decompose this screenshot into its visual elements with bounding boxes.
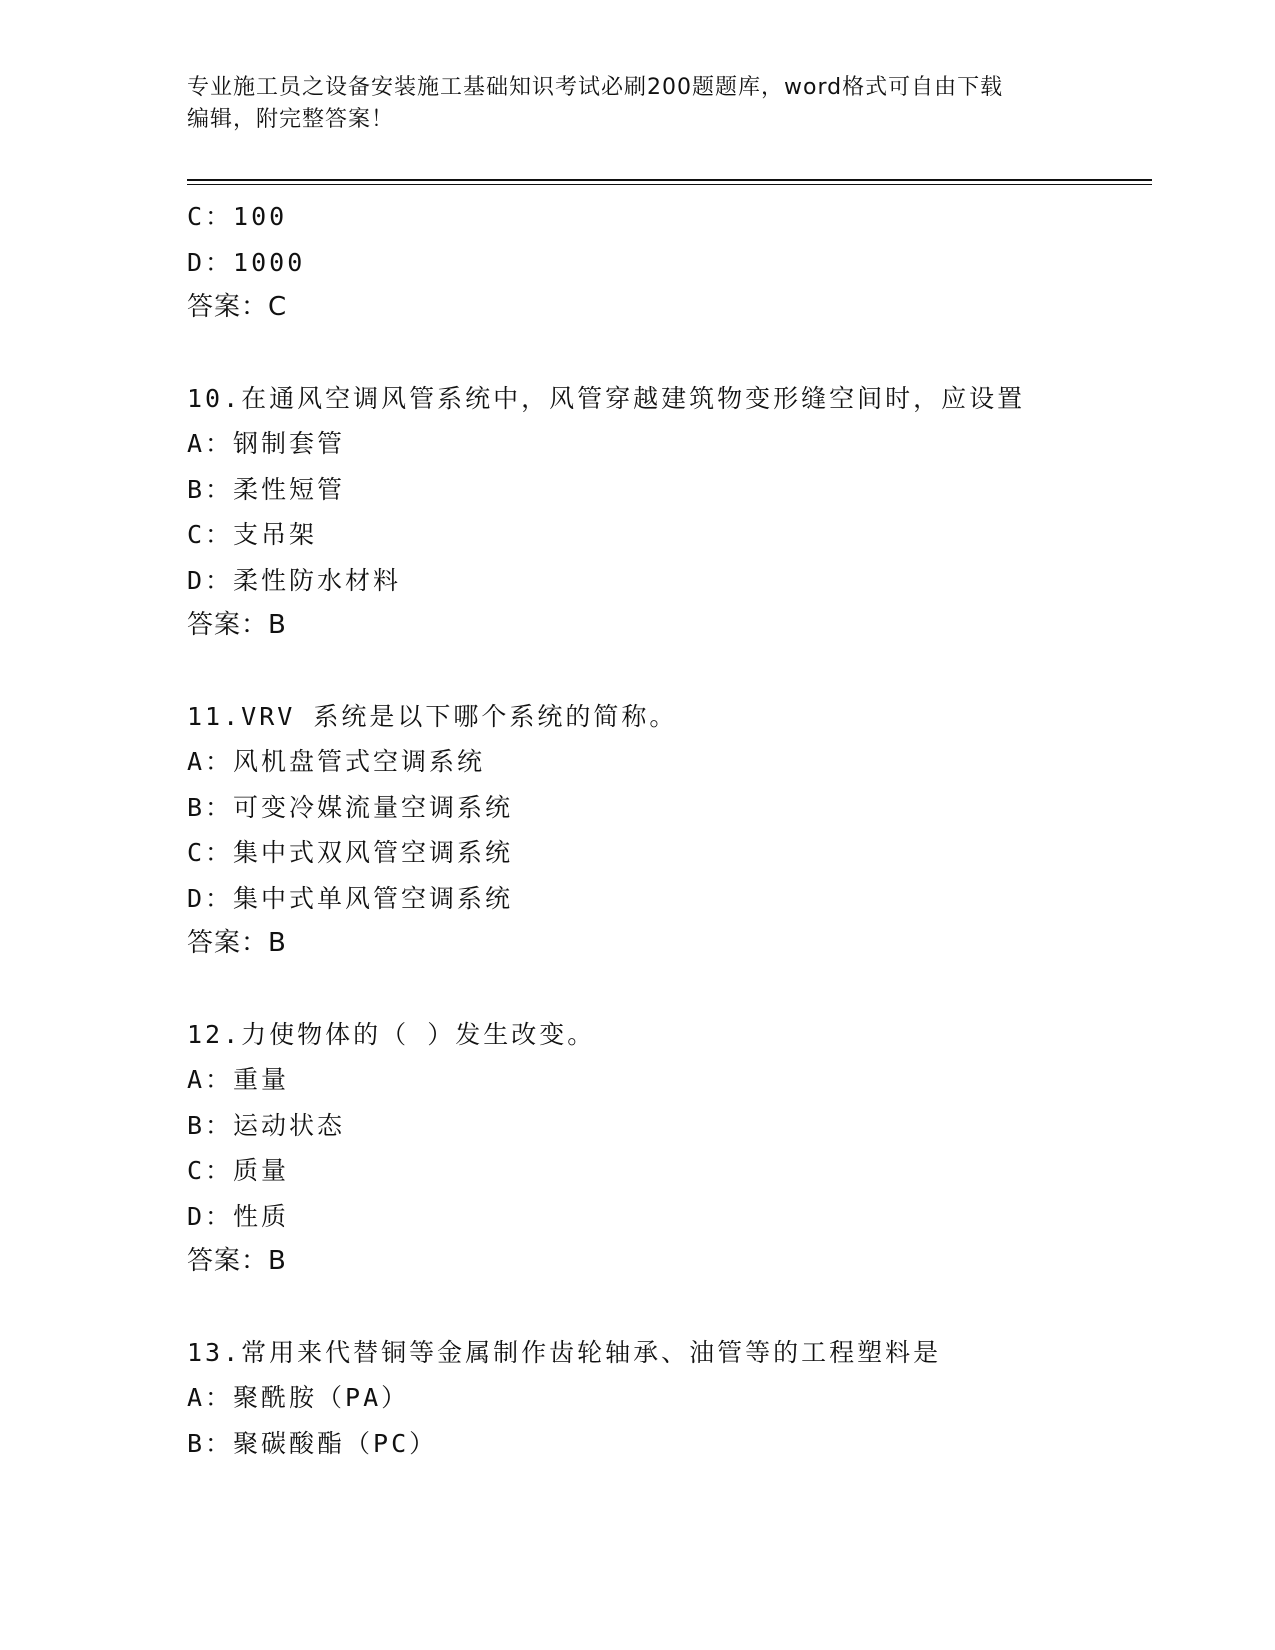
header-rule-thick: [187, 179, 1152, 181]
answer-line: 答案：B: [187, 610, 287, 640]
header-line-1: 专业施工员之设备安装施工基础知识考试必刷200题题库，word格式可自由下载: [187, 75, 1004, 100]
question-gap: [187, 649, 1152, 694]
answer-line: 答案：C: [187, 292, 288, 322]
question-stem: 12.力使物体的（ ）发生改变。: [187, 1019, 596, 1049]
option-a: A：风机盘管式空调系统: [187, 747, 486, 776]
option-c: C：100: [187, 202, 288, 231]
question-stem: 13.常用来代替铜等金属制作齿轮轴承、油管等的工程塑料是: [187, 1337, 942, 1367]
question-stem: 10.在通风空调风管系统中，风管穿越建筑物变形缝空间时，应设置: [187, 383, 1026, 413]
question-block: [187, 1330, 1152, 1467]
option-b: B：运动状态: [187, 1110, 346, 1140]
option-c: C：质量: [187, 1156, 290, 1185]
option-d: D：集中式单风管空调系统: [187, 883, 514, 913]
option-a: A：聚酰胺（PA）: [187, 1383, 410, 1412]
answer-line: 答案：B: [187, 1246, 287, 1276]
question-stem: 11.VRV 系统是以下哪个系统的简称。: [187, 701, 678, 731]
question-block: [187, 376, 1152, 649]
question-block: [187, 1012, 1152, 1285]
option-d: D：1000: [187, 247, 306, 277]
option-c: C：集中式双风管空调系统: [187, 838, 514, 867]
document-header: [187, 72, 1067, 136]
option-b: B：柔性短管: [187, 474, 346, 504]
question-gap: [187, 967, 1152, 1012]
question-gap: [187, 331, 1152, 376]
option-d: D：性质: [187, 1201, 290, 1231]
header-line-2: 编辑，附完整答案！: [187, 107, 395, 132]
option-d: D：柔性防水材料: [187, 565, 402, 595]
header-rule-thin: [187, 184, 1152, 185]
option-a: A：重量: [187, 1065, 290, 1094]
question-list: [187, 194, 1152, 1466]
option-a: A：钢制套管: [187, 429, 346, 458]
option-c: C：支吊架: [187, 520, 318, 549]
question-block: [187, 694, 1152, 967]
option-b: B：聚碳酸酯（PC）: [187, 1428, 438, 1458]
question-gap: [187, 1285, 1152, 1330]
answer-line: 答案：B: [187, 928, 287, 958]
option-b: B：可变冷媒流量空调系统: [187, 792, 514, 822]
